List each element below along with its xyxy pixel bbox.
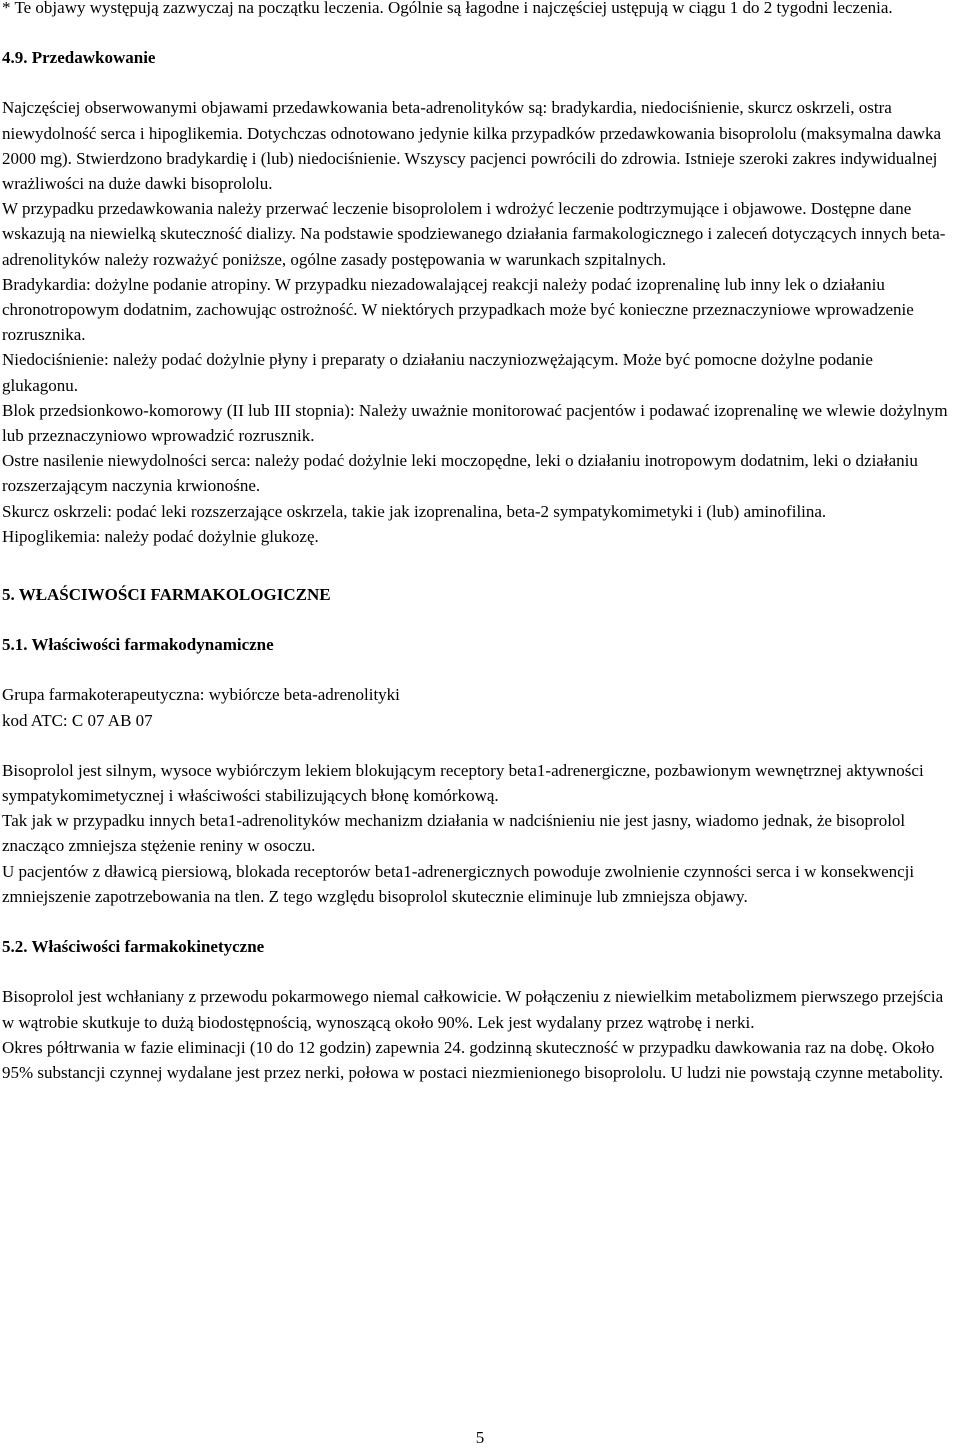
pharmacotherapeutic-group: Grupa farmakoterapeutyczna: wybiórcze beta-adrenolityki xyxy=(2,685,400,705)
paragraph: Skurcz oskrzeli: podać leki rozszerzające oskrzela, takie jak izoprenalina, beta-2 sympatykomimetyki i (lub) aminofilina. xyxy=(2,501,827,521)
paragraph: Bisoprolol jest silnym, wysoce wybiórczym lekiem blokującym receptory beta1-adrenergiczne, pozbawionym wewnętrznej aktywności sympatykomimetycznej i właściwości stabilizujących błonę komórkową. xyxy=(2,760,924,806)
section-heading-5: 5. WŁAŚCIWOŚCI FARMAKOLOGICZNE xyxy=(2,585,331,605)
paragraph: U pacjentów z dławicą piersiową, blokada receptorów beta1-adrenergicznych powoduje zwolnienie czynności serca i w konsekwencji zmniejszenie zapotrzebowania na tlen. Z tego względu bisoprolol skutecznie eliminuje lub zmniejsza objawy. xyxy=(2,861,915,906)
atc-code: kod ATC: C 07 AB 07 xyxy=(2,710,153,730)
paragraph: Niedociśnienie: należy podać dożylnie płyny i preparaty o działaniu naczyniozwężającym. Może być pomocne dożylne podanie glukagonu. xyxy=(2,350,873,395)
section-heading-5-2: 5.2. Właściwości farmakokinetyczne xyxy=(2,937,265,957)
paragraph: Najczęściej obserwowanymi objawami przedawkowania beta-adrenolityków są: bradykardia, niedociśnienie, skurcz oskrzeli, ostra niewydolność serca i hipoglikemia. Dotychczas odnotowano jedynie kilka przypadków przedawkowania bisoprololu (maksymalna dawka 2000 mg). Stwierdzono bradykardię i (lub) niedociśnienie. Wszyscy pacjenci powrócili do zdrowia. Istnieje szeroki zakres indywidualnej wrażliwości na duże dawki bisoprololu. xyxy=(2,98,941,194)
paragraph: W przypadku przedawkowania należy przerwać leczenie bisoprololem i wdrożyć leczenie podtrzymujące i objawowe. Dostępne dane wskazują na niewielką skuteczność dializy. Na podstawie spodziewanego działania farmakologicznego i zaleceń dotyczących innych beta-adrenolityków należy rozważyć poniższe, ogólne zasady postępowania w warunkach szpitalnych. xyxy=(2,199,946,269)
footnote: * Te objawy występują zazwyczaj na początku leczenia. Ogólnie są łagodne i najczęściej ustępują w ciągu 1 do 2 tygodni leczenia. xyxy=(2,0,893,17)
document-body xyxy=(2,0,952,1085)
page-number: 5 xyxy=(475,1428,485,1447)
paragraph: Tak jak w przypadku innych beta1-adrenolityków mechanizm działania w nadciśnieniu nie jest jasny, wiadomo jednak, że bisoprolol znacząco zmniejsza stężenie reniny w osoczu. xyxy=(2,811,906,856)
paragraph: Okres półtrwania w fazie eliminacji (10 do 12 godzin) zapewnia 24. godzinną skuteczność w przypadku dawkowania raz na dobę. Około 95% substancji czynnej wydalane jest przez nerki, połowa w postaci niezmienionego bisoprololu. U ludzi nie powstają czynne metabolity. xyxy=(2,1037,944,1082)
paragraph: Ostre nasilenie niewydolności serca: należy podać dożylnie leki moczopędne, leki o działaniu inotropowym dodatnim, leki o działaniu rozszerzającym naczynia krwionośne. xyxy=(2,451,918,496)
section-heading-4-9: 4.9. Przedawkowanie xyxy=(2,48,156,68)
paragraph: Bradykardia: dożylne podanie atropiny. W przypadku niezadowalającej reakcji należy podać izoprenalinę lub inny lek o działaniu chronotropowym dodatnim, zachowując ostrożność. W niektórych przypadkach może być konieczne przeznaczyniowe wprowadzenie rozrusznika. xyxy=(2,274,914,345)
paragraph: Blok przedsionkowo-komorowy (II lub III stopnia): Należy uważnie monitorować pacjentów i podawać izoprenalinę we wlewie dożylnym lub przeznaczyniowo wprowadzić rozrusznik. xyxy=(2,400,948,446)
section-heading-5-1: 5.1. Właściwości farmakodynamiczne xyxy=(2,635,274,655)
paragraph: Hipoglikemia: należy podać dożylnie glukozę. xyxy=(2,526,319,546)
paragraph: Bisoprolol jest wchłaniany z przewodu pokarmowego niemal całkowicie. W połączeniu z niewielkim metabolizmem pierwszego przejścia w wątrobie skutkuje to dużą biodostępnością, wynoszącą około 90%. Lek jest wydalany przez wątrobę i nerki. xyxy=(2,987,944,1032)
